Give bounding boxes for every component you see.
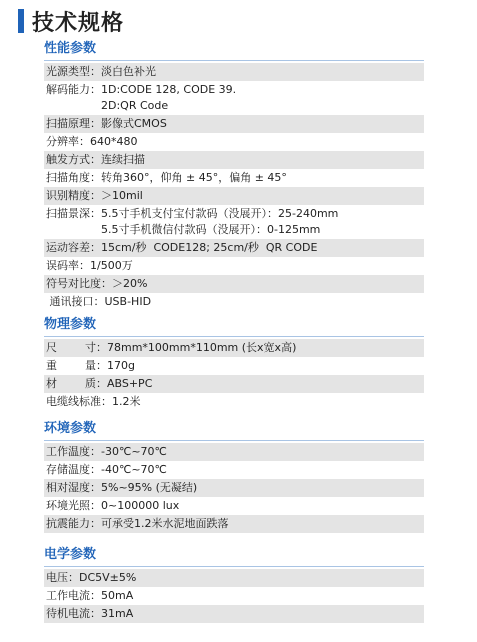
spec-row [44,63,424,81]
spec-value: 170g [106,359,135,372]
spec-row [44,357,424,375]
spec-row [44,293,424,311]
spec-key: 抗震能力： [46,517,101,530]
spec-value: ABS+PC [106,377,153,390]
section-divider [44,440,424,441]
spec-key: 识别精度： [46,189,101,202]
spec-row [44,497,424,515]
spec-key: 符号对比度： [46,277,112,290]
spec-value: 15cm/秒 CODE128; 25cm/秒 QR CODE [101,241,318,254]
page-title: 技术规格 [32,10,125,36]
spec-row [44,443,424,461]
section-divider [44,336,424,337]
spec-value: 淡白色补光 [101,65,156,78]
spec-row [44,275,424,293]
spec-key: 光源类型： [46,65,101,78]
spec-row [44,375,424,393]
spec-value: USB-HID [104,295,152,308]
spec-key: 环境光照： [46,499,101,512]
spec-row [44,115,424,133]
spec-key: 存储温度： [46,463,101,476]
spec-value: 640*480 [90,135,138,148]
spec-row [44,393,424,411]
spec-row [44,205,424,239]
spec-key: 电压： [46,571,79,584]
spec-row [44,587,424,605]
spec-row [44,479,424,497]
spec-value: 78mm*100mm*110mm (长x宽x高) [106,341,297,354]
spec-value: 5.5寸手机微信付款码（没展开）：0-125mm [101,223,321,236]
spec-list [44,63,424,311]
title-accent-bar [18,9,24,33]
page-header [18,8,124,34]
section-title: 环境参数 [44,421,97,436]
section-environment [44,420,424,533]
spec-key: 扫描景深： [46,207,101,220]
spec-row [44,339,424,357]
spec-row [44,187,424,205]
section-performance [44,40,424,311]
spec-value: 1D:CODE 128, CODE 39. [101,83,237,96]
spec-key: 电缆线标准： [46,395,112,408]
spec-value: -40℃~70℃ [101,463,167,476]
spec-key: 误码率： [46,259,90,272]
spec-key: 扫描原理： [46,117,101,130]
section-physical [44,316,424,411]
spec-value: 连续扫描 [101,153,145,166]
spec-key: 重 量： [46,359,107,372]
spec-key: 相对湿度： [46,481,101,494]
spec-key: 工作电流： [46,589,101,602]
spec-row [44,133,424,151]
spec-key: 通讯接口： [46,295,105,308]
spec-key: 运动容差： [46,241,101,254]
spec-list [44,443,424,533]
spec-key: 解码能力： [46,83,101,96]
spec-row [44,461,424,479]
section-electrical [44,546,424,623]
spec-value: 5.5寸手机支付宝付款码（没展开）：25-240mm [101,207,339,220]
section-title: 物理参数 [44,317,97,332]
spec-list [44,339,424,411]
spec-value: -30℃~70℃ [101,445,167,458]
spec-row [44,515,424,533]
spec-value: 1/500万 [90,259,133,272]
spec-key: 分辨率： [46,135,90,148]
spec-value: ＞20% [112,277,148,290]
spec-key: 扫描角度： [46,171,101,184]
spec-row [44,169,424,187]
spec-key: 触发方式： [46,153,101,166]
spec-value: 2D:QR Code [101,99,169,112]
spec-row [44,151,424,169]
spec-row [44,569,424,587]
section-divider [44,566,424,567]
spec-key: 待机电流： [46,607,101,620]
spec-row [44,239,424,257]
spec-list [44,569,424,623]
spec-value: 5%~95% (无凝结) [101,481,198,494]
spec-value: 0~100000 lux [101,499,180,512]
section-divider [44,60,424,61]
spec-value: 影像式CMOS [101,117,167,130]
spec-value: 31mA [101,607,134,620]
spec-key: 工作温度： [46,445,101,458]
spec-row [44,81,424,115]
spec-value: 转角360°，仰角 ± 45°，偏角 ± 45° [101,171,287,184]
spec-row [44,257,424,275]
spec-key: 尺 寸： [46,341,107,354]
spec-value: 50mA [101,589,134,602]
section-title: 性能参数 [44,41,97,56]
spec-value: 可承受1.2米水泥地面跌落 [101,517,229,530]
spec-value: ＞10mil [101,189,143,202]
spec-row [44,605,424,623]
section-title: 电学参数 [44,547,97,562]
spec-value: 1.2米 [112,395,141,408]
spec-key: 材 质： [46,377,107,390]
spec-value: DC5V±5% [79,571,137,584]
